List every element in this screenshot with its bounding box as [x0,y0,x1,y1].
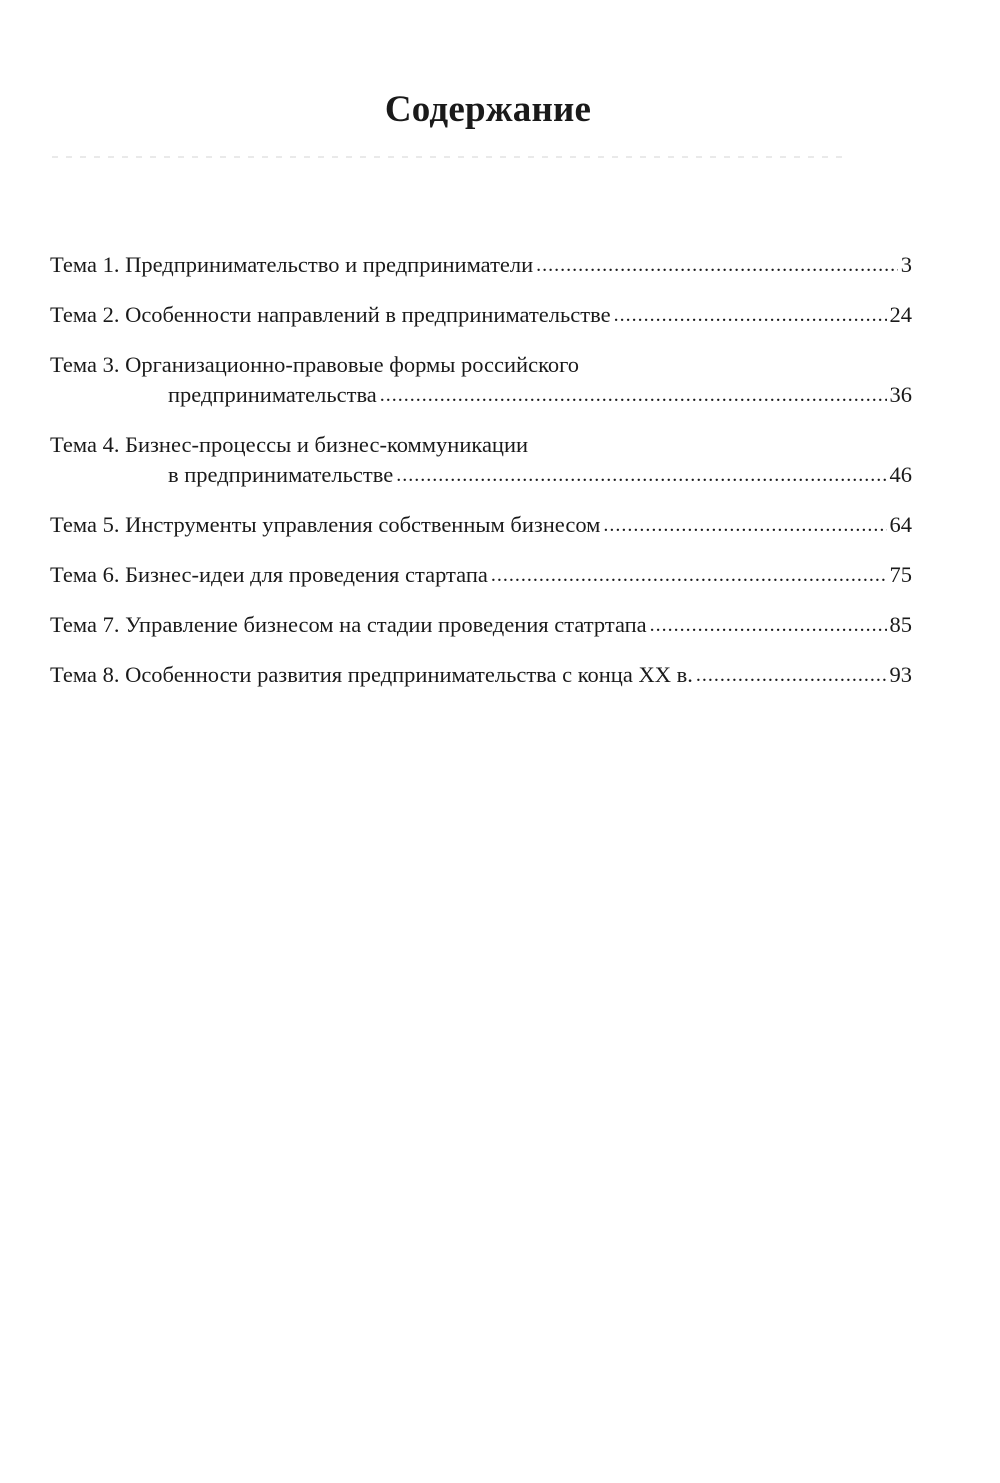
page-title: Содержание [384,89,592,130]
toc-entry-1[interactable] [50,250,912,280]
toc-entry-5[interactable] [50,510,912,540]
toc-leader-dots [536,249,898,272]
toc-page-number: 93 [889,662,912,687]
toc-entry-3[interactable] [50,350,912,410]
toc-entry-4[interactable] [50,430,912,490]
toc-entry-text: Тема 6. Бизнес-идеи для проведения стартапа [50,562,488,587]
toc-entry-text: Тема 5. Инструменты управления собственным бизнесом [50,512,601,537]
toc-leader-dots [491,559,887,582]
toc-entry-text: Тема 7. Управление бизнесом на стадии проведения статртапа [50,612,647,637]
toc-entry-text-line1: Тема 4. Бизнес-процессы и бизнес-коммуникации [50,432,529,457]
scan-artifact-line [52,156,842,158]
toc-leader-dots [603,509,886,532]
toc-page-number: 36 [889,382,912,407]
toc-leader-dots [650,609,887,632]
toc-leader-dots [396,459,886,482]
toc-page-number: 64 [889,512,912,537]
toc-entry-text-line2: в предпринимательстве [168,462,394,487]
toc-entry-text: Тема 2. Особенности направлений в предпринимательстве [50,302,611,327]
toc-entry-text: Тема 1. Предпринимательство и предприниматели [50,252,534,277]
toc-page-number: 3 [900,252,912,277]
toc-leader-dots [696,659,887,682]
toc-entry-text-line2: предпринимательства [168,382,377,407]
toc-page-number: 46 [889,462,912,487]
toc-page-number: 75 [889,562,912,587]
toc-entry-text-line1: Тема 3. Организационно-правовые формы российского [50,352,580,377]
toc-page-number: 85 [889,612,912,637]
toc-entry-text: Тема 8. Особенности развития предпринимательства с конца XX в. [50,662,693,687]
table-of-contents [50,250,912,710]
toc-leader-dots [614,299,887,322]
toc-entry-2[interactable] [50,300,912,330]
toc-entry-8[interactable] [50,660,912,690]
toc-entry-7[interactable] [50,610,912,640]
toc-page-number: 24 [889,302,912,327]
toc-entry-6[interactable] [50,560,912,590]
toc-leader-dots [380,379,887,402]
